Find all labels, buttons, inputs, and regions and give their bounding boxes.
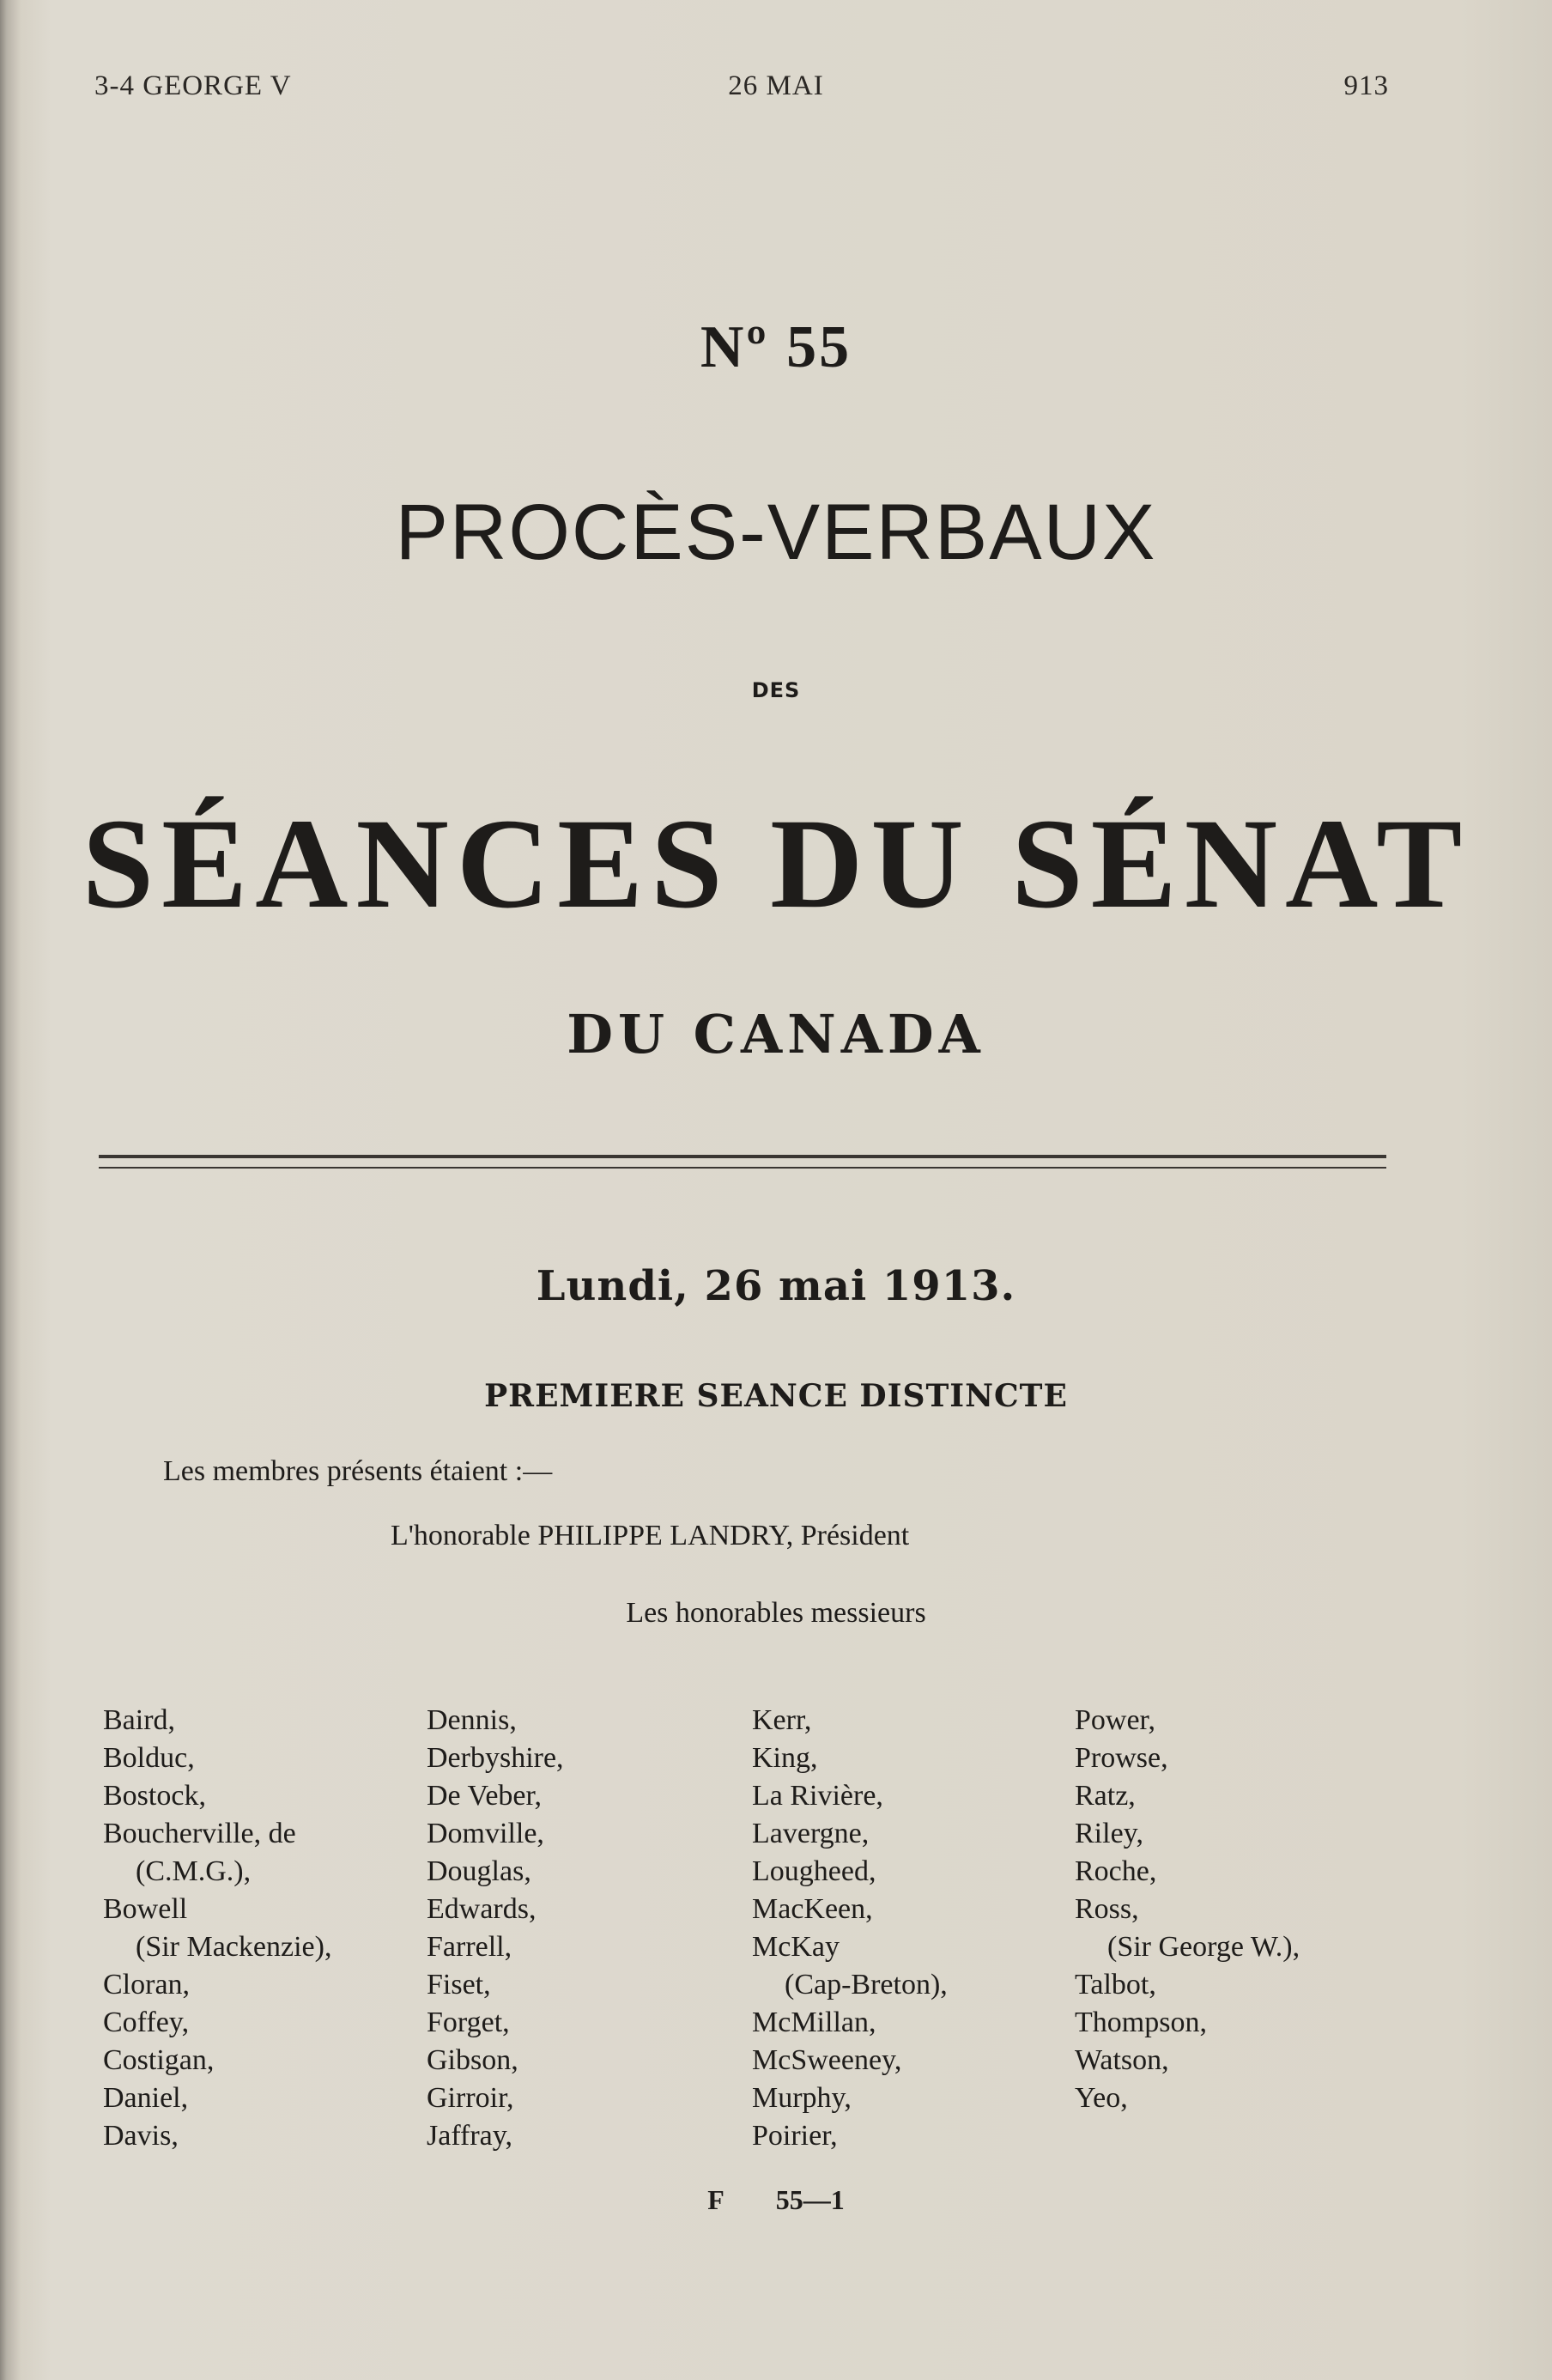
list-item: Costigan,	[103, 2044, 215, 2076]
list-item: Murphy,	[752, 2082, 852, 2114]
title-proces-verbaux: PROCÈS-VERBAUX	[395, 489, 1157, 576]
list-item: Farrell,	[427, 1931, 512, 1963]
list-item: Gibson,	[427, 2044, 518, 2076]
list-item: (C.M.G.),	[136, 1855, 252, 1887]
title-des: DES	[751, 678, 801, 702]
list-item: McMillan,	[752, 2007, 876, 2038]
president-line: L'honorable PHILIPPE LANDRY, Président	[391, 1520, 910, 1551]
list-item: Prowse,	[1075, 1742, 1168, 1774]
list-item: MacKeen,	[752, 1893, 873, 1925]
running-header-left: 3-4 GEORGE V	[94, 70, 292, 101]
list-item: La Rivière,	[752, 1780, 883, 1812]
list-item: Fiset,	[427, 1969, 491, 2001]
list-item: Bolduc,	[103, 1742, 195, 1774]
list-item: Poirier,	[752, 2120, 838, 2152]
members-column-1	[103, 1702, 331, 2155]
members-column-3	[752, 1702, 948, 2155]
list-item: Bowell	[103, 1893, 188, 1925]
signature-number: 55—1	[775, 2184, 845, 2215]
list-item: Watson,	[1075, 2044, 1169, 2076]
issue-number: Nº 55	[700, 314, 852, 380]
members-column-4	[1075, 1702, 1300, 2117]
list-item: Roche,	[1075, 1855, 1157, 1887]
list-item: Edwards,	[427, 1893, 537, 1925]
list-item: Domville,	[427, 1818, 544, 1849]
list-item: King,	[752, 1742, 818, 1774]
signature-letter: F	[707, 2184, 724, 2215]
list-item: Jaffray,	[427, 2120, 513, 2152]
list-item: McSweeney,	[752, 2044, 902, 2076]
list-item: Riley,	[1075, 1818, 1143, 1849]
list-item: Daniel,	[103, 2082, 189, 2114]
members-intro: Les membres présents étaient :—	[163, 1455, 553, 1487]
session-date: Lundi, 26 mai 1913.	[536, 1262, 1016, 1310]
list-item: Ratz,	[1075, 1780, 1136, 1812]
session-heading: PREMIERE SEANCE DISTINCTE	[484, 1378, 1068, 1414]
list-item: Talbot,	[1075, 1969, 1156, 2001]
list-item: Boucherville, de	[103, 1818, 296, 1849]
list-item: Ross,	[1075, 1893, 1139, 1925]
running-header-center: 26 MAI	[728, 70, 824, 101]
title-seances-du-senat: SÉANCES DU SÉNAT	[82, 792, 1470, 935]
list-item: (Sir George W.),	[1107, 1931, 1300, 1963]
list-item: McKay	[752, 1931, 840, 1963]
list-item: Kerr,	[752, 1704, 812, 1736]
list-item: De Veber,	[427, 1780, 542, 1812]
list-item: (Sir Mackenzie),	[136, 1931, 332, 1963]
title-du-canada: DU CANADA	[567, 1003, 985, 1066]
list-item: Thompson,	[1075, 2007, 1207, 2038]
list-item: Coffey,	[103, 2007, 190, 2038]
list-item: Derbyshire,	[427, 1742, 564, 1774]
list-item: Yeo,	[1075, 2082, 1128, 2114]
members-heading: Les honorables messieurs	[626, 1597, 926, 1629]
list-item: Bostock,	[103, 1780, 206, 1812]
list-item: (Cap-Breton),	[785, 1969, 948, 2001]
list-item: Forget,	[427, 2007, 510, 2038]
signature-mark	[0, 2184, 1552, 2216]
list-item: Lougheed,	[752, 1855, 876, 1887]
page-number: 913	[1343, 70, 1389, 101]
list-item: Douglas,	[427, 1855, 531, 1887]
double-rule-divider	[99, 1155, 1386, 1169]
list-item: Lavergne,	[752, 1818, 870, 1849]
list-item: Power,	[1075, 1704, 1156, 1736]
list-item: Baird,	[103, 1704, 176, 1736]
members-column-2	[427, 1702, 564, 2155]
list-item: Dennis,	[427, 1704, 517, 1736]
list-item: Girroir,	[427, 2082, 514, 2114]
list-item: Cloran,	[103, 1969, 191, 2001]
list-item: Davis,	[103, 2120, 179, 2152]
